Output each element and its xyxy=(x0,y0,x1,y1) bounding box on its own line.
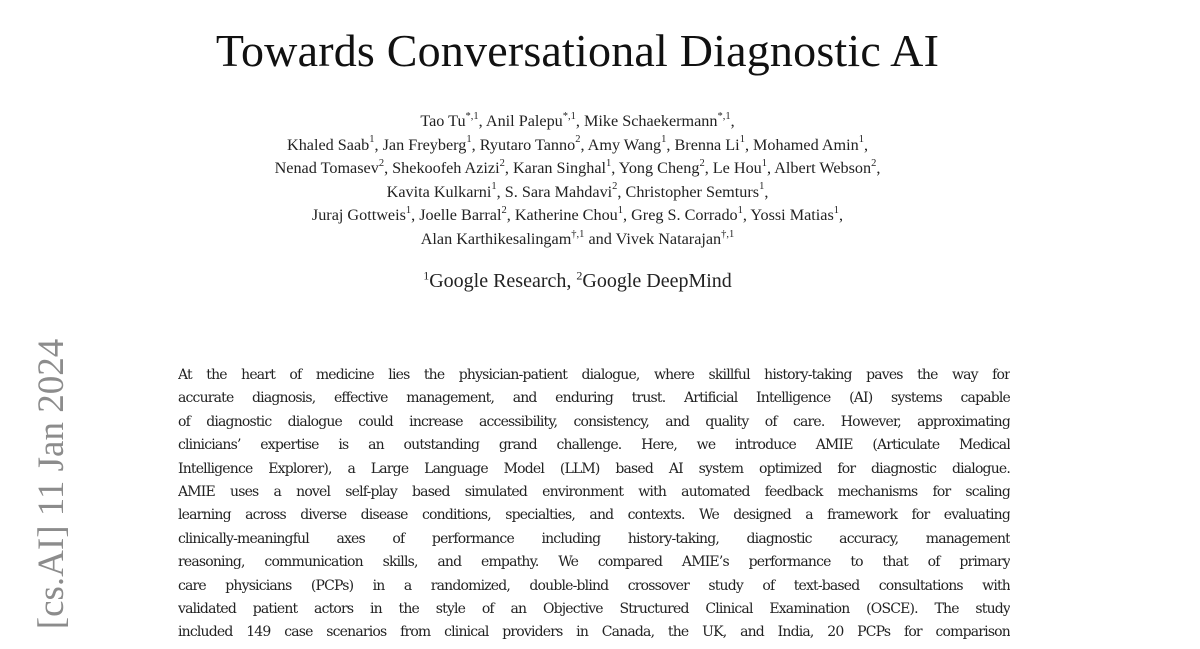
author-affiliation-mark: 2 xyxy=(499,157,505,169)
author-list xyxy=(0,110,1155,252)
author-affiliation-mark: 1 xyxy=(466,134,472,146)
abstract-line: clinicians’ expertise is an outstanding grand challenge. Here, we introduce AMIE (Articulate Medical xyxy=(178,437,1010,454)
abstract-line: care physicians (PCPs) in a randomized, double-blind crossover study of text-based consultations with xyxy=(178,577,1010,594)
author-affiliation-mark: 1 xyxy=(491,181,497,193)
author-line: Kavita Kulkarni$^1$, S. Sara Mahdavi$^2$, Christopher Semturs$^1$, xyxy=(386,181,769,201)
affiliation-name: Google Research xyxy=(429,270,567,292)
author-affiliation-mark: 2 xyxy=(612,181,618,193)
author-name: Shekoofeh Azizi xyxy=(392,159,500,178)
abstract-line: At the heart of medicine lies the physician-patient dialogue, where skillful history-taking paves the way for xyxy=(178,367,1010,383)
affiliations: $^1$Google Research, $^2$Google DeepMind xyxy=(423,268,732,292)
abstract-line: validated patient actors in the style of an Objective Structured Clinical Examination (OSCE). The study xyxy=(178,601,1010,618)
affiliation-number: 1 xyxy=(423,268,430,283)
author-name: Mike Schaekermann xyxy=(583,112,718,130)
author-name: Greg S. Corrado xyxy=(631,206,738,225)
abstract-line: learning across diverse disease conditions, specialties, and contexts. We designed a framework for evaluating xyxy=(178,507,1010,524)
abstract-line: AMIE uses a novel self-play based simulated environment with automated feedback mechanisms for scaling xyxy=(178,484,1010,501)
author-name: Amy Wang xyxy=(587,135,662,154)
author-affiliation-mark: *,1 xyxy=(562,110,576,122)
author-name: Brenna Li xyxy=(674,135,740,154)
abstract-line: clinically-meaningful axes of performance including history-taking, diagnostic accuracy, management xyxy=(178,530,1010,547)
abstract-line: reasoning, communication skills, and empathy. We compared AMIE’s performance to that of primary xyxy=(178,554,1010,571)
author-affiliation-mark: 1 xyxy=(737,204,743,216)
author-name: Kavita Kulkarni xyxy=(386,182,492,201)
author-affiliation-mark: 2 xyxy=(575,134,581,146)
author-line: Juraj Gottweis$^1$, Joelle Barral$^2$, Katherine Chou$^1$, Greg S. Corrado$^1$, Yossi Matias$^1$, xyxy=(311,204,844,225)
author-name: S. Sara Mahdavi xyxy=(504,182,613,201)
author-affiliation-mark: 2 xyxy=(699,157,705,169)
author-line: Alan Karthikesalingam$^{\dagger,1}$ and Vivek Natarajan$^{\dagger,1}$ xyxy=(420,228,735,248)
author-line: Tao $Tu^{*,1}$, Anil Palepu$^{*,1}$, Mike Schaekermann$^{*,1}$, xyxy=(420,110,735,130)
author-affiliation-mark: 1 xyxy=(833,204,840,216)
author-affiliation-mark: *,1 xyxy=(465,110,479,122)
author-affiliation-mark: 1 xyxy=(759,181,765,193)
author-name: Christopher Semturs xyxy=(625,182,760,201)
author-name: Ryutaro Tanno xyxy=(479,135,576,154)
author-name: Anil Palepu xyxy=(485,112,563,130)
author-affiliation-mark: 1 xyxy=(405,204,412,216)
abstract-line: included 149 case scenarios from clinical providers in Canada, the UK, and India, 20 PCPs for comparison xyxy=(178,624,1010,641)
author-affiliation-mark: 2 xyxy=(378,157,385,169)
abstract-line: accurate diagnosis, effective management, and enduring trust. Artificial Intelligence (AI) systems capable xyxy=(178,390,1010,407)
author-line: Khaled Saab$^1$, Jan Freyberg$^1$, Ryutaro Tanno$^2$, Amy Wang$^1$, Brenna Li$^1$, Mohamed Amin$^1$, xyxy=(287,134,868,154)
author-name: Nenad Tomasev xyxy=(274,159,379,178)
author-affiliation-mark: 1 xyxy=(617,204,624,216)
author-name: Katherine Chou xyxy=(514,206,618,225)
author-name: Mohamed Amin xyxy=(753,135,859,154)
author-name: Le Hou xyxy=(712,159,762,178)
author-name: Tao Tu xyxy=(420,112,466,130)
author-name: Joelle Barral xyxy=(419,206,502,225)
author-name: Yong Cheng xyxy=(618,159,700,178)
author-affiliation-mark: 1 xyxy=(739,134,745,146)
abstract-line: of diagnostic dialogue could increase accessibility, consistency, and quality of care. However, approximating xyxy=(178,413,1010,430)
author-affiliation-mark: 2 xyxy=(501,204,507,216)
author-affiliation-mark: 1 xyxy=(606,157,612,169)
author-affiliation-mark: 1 xyxy=(858,134,864,146)
author-line: Nenad Tomasev$^2$, Shekoofeh Azizi$^2$, Karan Singhal$^1$, Yong Cheng$^2$, Le Hou$^1$, Albert Webson$^2$, xyxy=(274,157,881,178)
abstract-line: Intelligence Explorer), a Large Language Model (LLM) based AI system optimized for diagnostic dialogue. xyxy=(178,460,1010,477)
author-affiliation-mark: 1 xyxy=(761,157,768,169)
author-affiliation-mark: *,1 xyxy=(717,110,731,122)
arxiv-stamp: [cs.AI] 11 Jan 2024 xyxy=(31,338,72,630)
paper-title: Towards Conversational Diagnostic AI xyxy=(215,25,940,76)
author-name: Yossi Matias xyxy=(750,206,834,225)
author-affiliation-mark: †,1 xyxy=(721,228,735,240)
author-affiliation-mark: 1 xyxy=(369,134,375,146)
author-affiliation-mark: 1 xyxy=(661,134,667,146)
affiliation-name: Google DeepMind xyxy=(582,270,732,292)
affiliation-number: 2 xyxy=(576,268,583,283)
author-name: Alan Karthikesalingam xyxy=(420,229,572,248)
author-name: Juraj Gottweis xyxy=(311,206,406,225)
abstract xyxy=(178,364,1010,645)
author-name: Karan Singhal xyxy=(512,159,607,178)
author-affiliation-mark: 2 xyxy=(871,157,877,169)
author-name: Jan Freyberg xyxy=(382,135,467,154)
author-affiliation-mark: †,1 xyxy=(571,228,585,240)
author-name: Vivek Natarajan xyxy=(615,229,722,248)
author-name: Albert Webson xyxy=(774,159,872,178)
author-name: Khaled Saab xyxy=(287,135,370,154)
